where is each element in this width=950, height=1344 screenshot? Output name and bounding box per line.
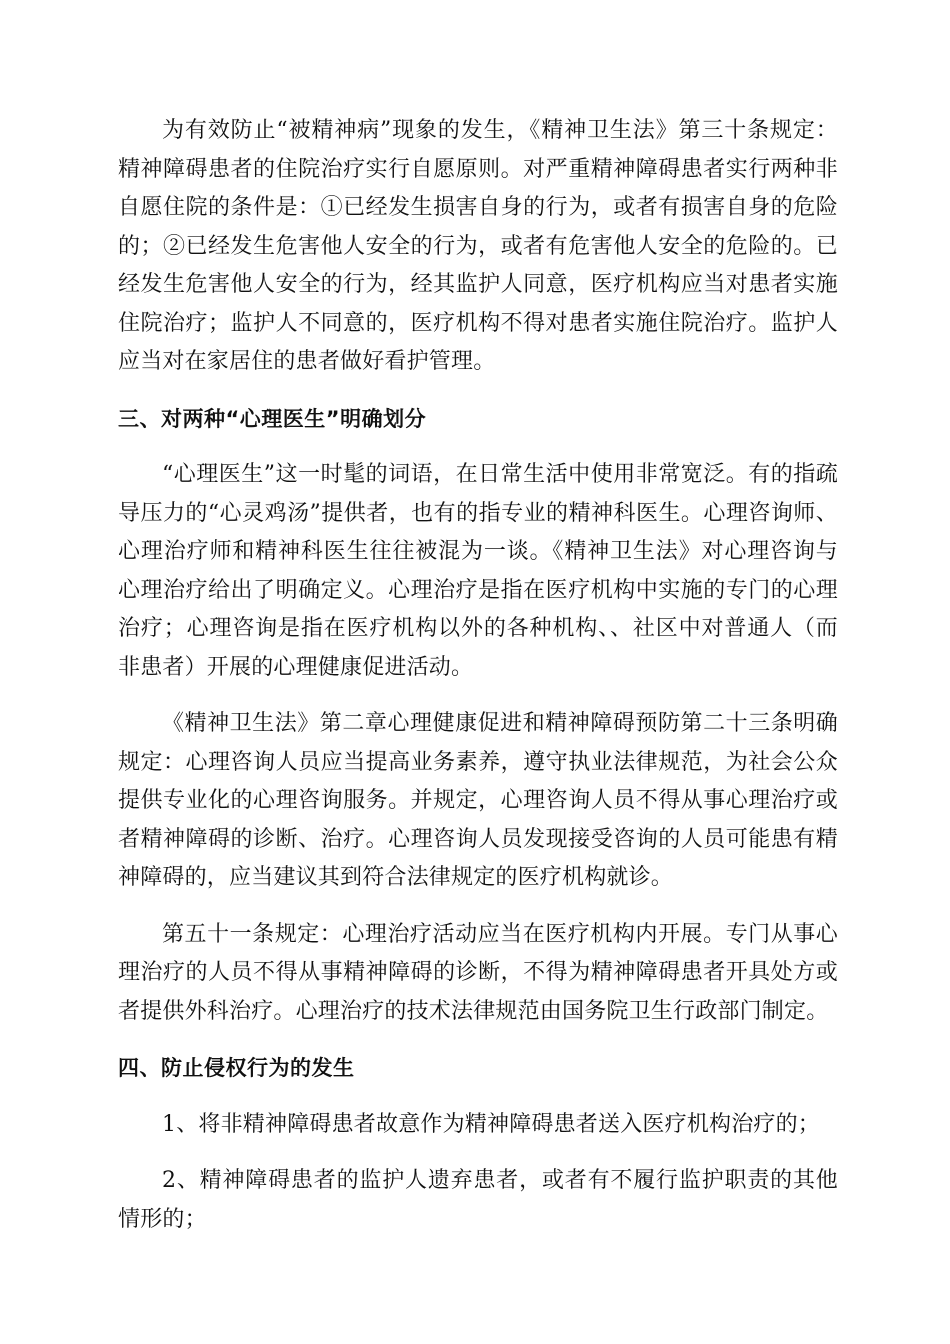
paragraph-involuntary-admission: 为有效防止“被精神病”现象的发生，《精神卫生法》第三十条规定：精神障碍患者的住院治疗实行自愿原则。对严重精神障碍患者实行两种非自愿住院的条件是：①已经发生损害自身的行为，或者有损害自身的危险的；②已经发生危害他人安全的行为，或者有危害他人安全的危险的。已经发生危害他人安全的行为，经其监护人同意，医疗机构应当对患者实施住院治疗；监护人不同意的，医疗机构不得对患者实施住院治疗。监护人应当对在家居住的患者做好看护管理。 [118,118,838,374]
paragraph-psychologist-definition: “心理医生”这一时髦的词语，在日常生活中使用非常宽泛。有的指疏导压力的“心灵鸡汤”提供者，也有的指专业的精神科医生。心理咨询师、心理治疗师和精神科医生往往被混为一谈。《精神卫生法》对心理咨询与心理治疗给出了明确定义。心理治疗是指在医疗机构中实施的专门的心理治疗；心理咨询是指在医疗机构以外的各种机构、、社区中对普通人（而非患者）开展的心理健康促进活动。 [118,462,838,680]
paragraph-article-23: 《精神卫生法》第二章心理健康促进和精神障碍预防第二十三条明确规定：心理咨询人员应当提高业务素养，遵守执业法律规范，为社会公众提供专业化的心理咨询服务。并规定，心理咨询人员不得从事心理治疗或者精神障碍的诊断、治疗。心理咨询人员发现接受咨询的人员可能患有精神障碍的，应当建议其到符合法律规定的医疗机构就诊。 [118,711,838,890]
document-page [118,112,838,1257]
section-heading-3: 三、对两种“心理医生”明确划分 [118,406,427,431]
list-item-1: 1、将非精神障碍患者故意作为精神障碍患者送入医疗机构治疗的； [162,1111,820,1137]
paragraph-article-51: 第五十一条规定：心理治疗活动应当在医疗机构内开展。专门从事心理治疗的人员不得从事精神障碍的诊断，不得为精神障碍患者开具处方或者提供外科治疗。心理治疗的技术法律规范由国务院卫生行政部门制定。 [118,921,838,1024]
list-item-2: 2、精神障碍患者的监护人遗弃患者，或者有不履行监护职责的其他情形的； [118,1168,838,1232]
section-heading-4: 四、防止侵权行为的发生 [118,1056,355,1080]
